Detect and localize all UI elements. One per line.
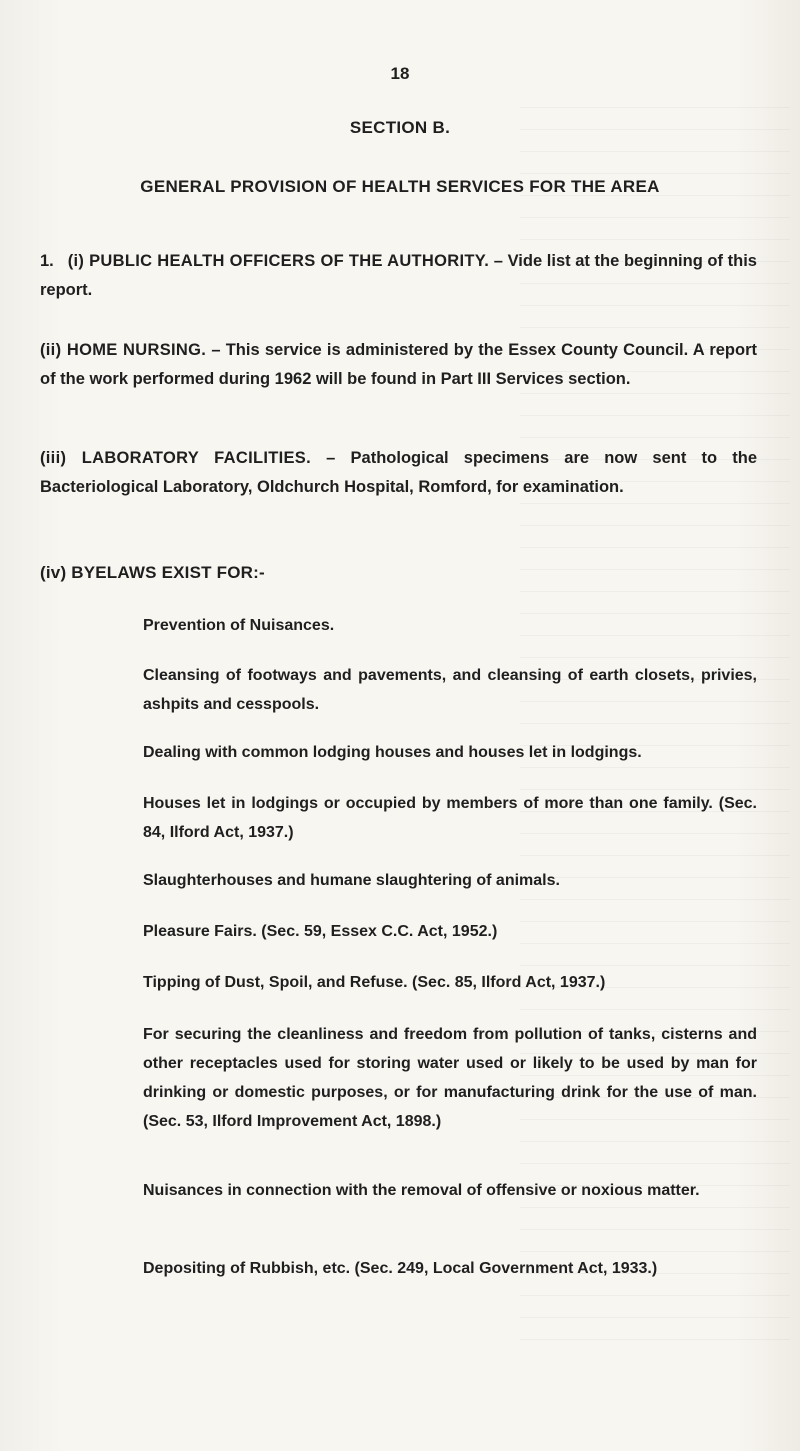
byelaw-item: For securing the cleanliness and freedom from pollution of tanks, cisterns and other receptacles used for storing water used or likely to be used by man for drinking or domestic purposes, or for manufacturing drink for the use of man. (Sec. 53, Ilford Improvement Act, 1898.)	[143, 1026, 757, 1130]
page-number: 18	[390, 64, 410, 83]
section-title: SECTION B.	[349, 118, 451, 137]
byelaw-item: Nuisances in connection with the removal of offensive or noxious matter.	[143, 1182, 700, 1199]
paragraph-number: 1.	[40, 252, 54, 270]
byelaw-item: Depositing of Rubbish, etc. (Sec. 249, Local Government Act, 1933.)	[143, 1260, 658, 1277]
paragraph-home-nursing	[40, 336, 757, 394]
byelaw-item: Tipping of Dust, Spoil, and Refuse. (Sec. 85, Ilford Act, 1937.)	[143, 974, 606, 991]
byelaw-item: Houses let in lodgings or occupied by members of more than one family. (Sec. 84, Ilford Act, 1937.)	[143, 795, 757, 841]
paragraph-body: – Vide list at the beginning of this report.	[40, 252, 757, 299]
paragraph-heading: (i) PUBLIC HEALTH OFFICERS OF THE AUTHORITY.	[67, 252, 490, 270]
byelaw-item: Slaughterhouses and humane slaughtering of animals.	[143, 872, 560, 889]
main-heading: GENERAL PROVISION OF HEALTH SERVICES FOR THE AREA	[140, 177, 660, 196]
paragraph-heading: (ii) HOME NURSING.	[40, 341, 207, 359]
paragraph-public-health-officers	[40, 247, 757, 305]
paragraph-heading: (iii) LABORATORY FACILITIES.	[40, 449, 311, 467]
paragraph-laboratory-facilities	[40, 444, 757, 502]
byelaws-heading: (iv) BYELAWS EXIST FOR:-	[40, 563, 265, 582]
paragraph-body: – This service is administered by the Essex County Council. A report of the work performed during 1962 will be found in Part III Services section.	[40, 341, 757, 388]
byelaw-item: Prevention of Nuisances.	[143, 617, 335, 634]
byelaw-item: Cleansing of footways and pavements, and cleansing of earth closets, privies, ashpits and cesspools.	[143, 667, 757, 713]
paragraph-body: – Pathological specimens are now sent to the Bacteriological Laboratory, Oldchurch Hospital, Romford, for examination.	[40, 449, 757, 496]
byelaw-item: Pleasure Fairs. (Sec. 59, Essex C.C. Act, 1952.)	[143, 923, 498, 940]
byelaw-item: Dealing with common lodging houses and houses let in lodgings.	[143, 744, 642, 761]
